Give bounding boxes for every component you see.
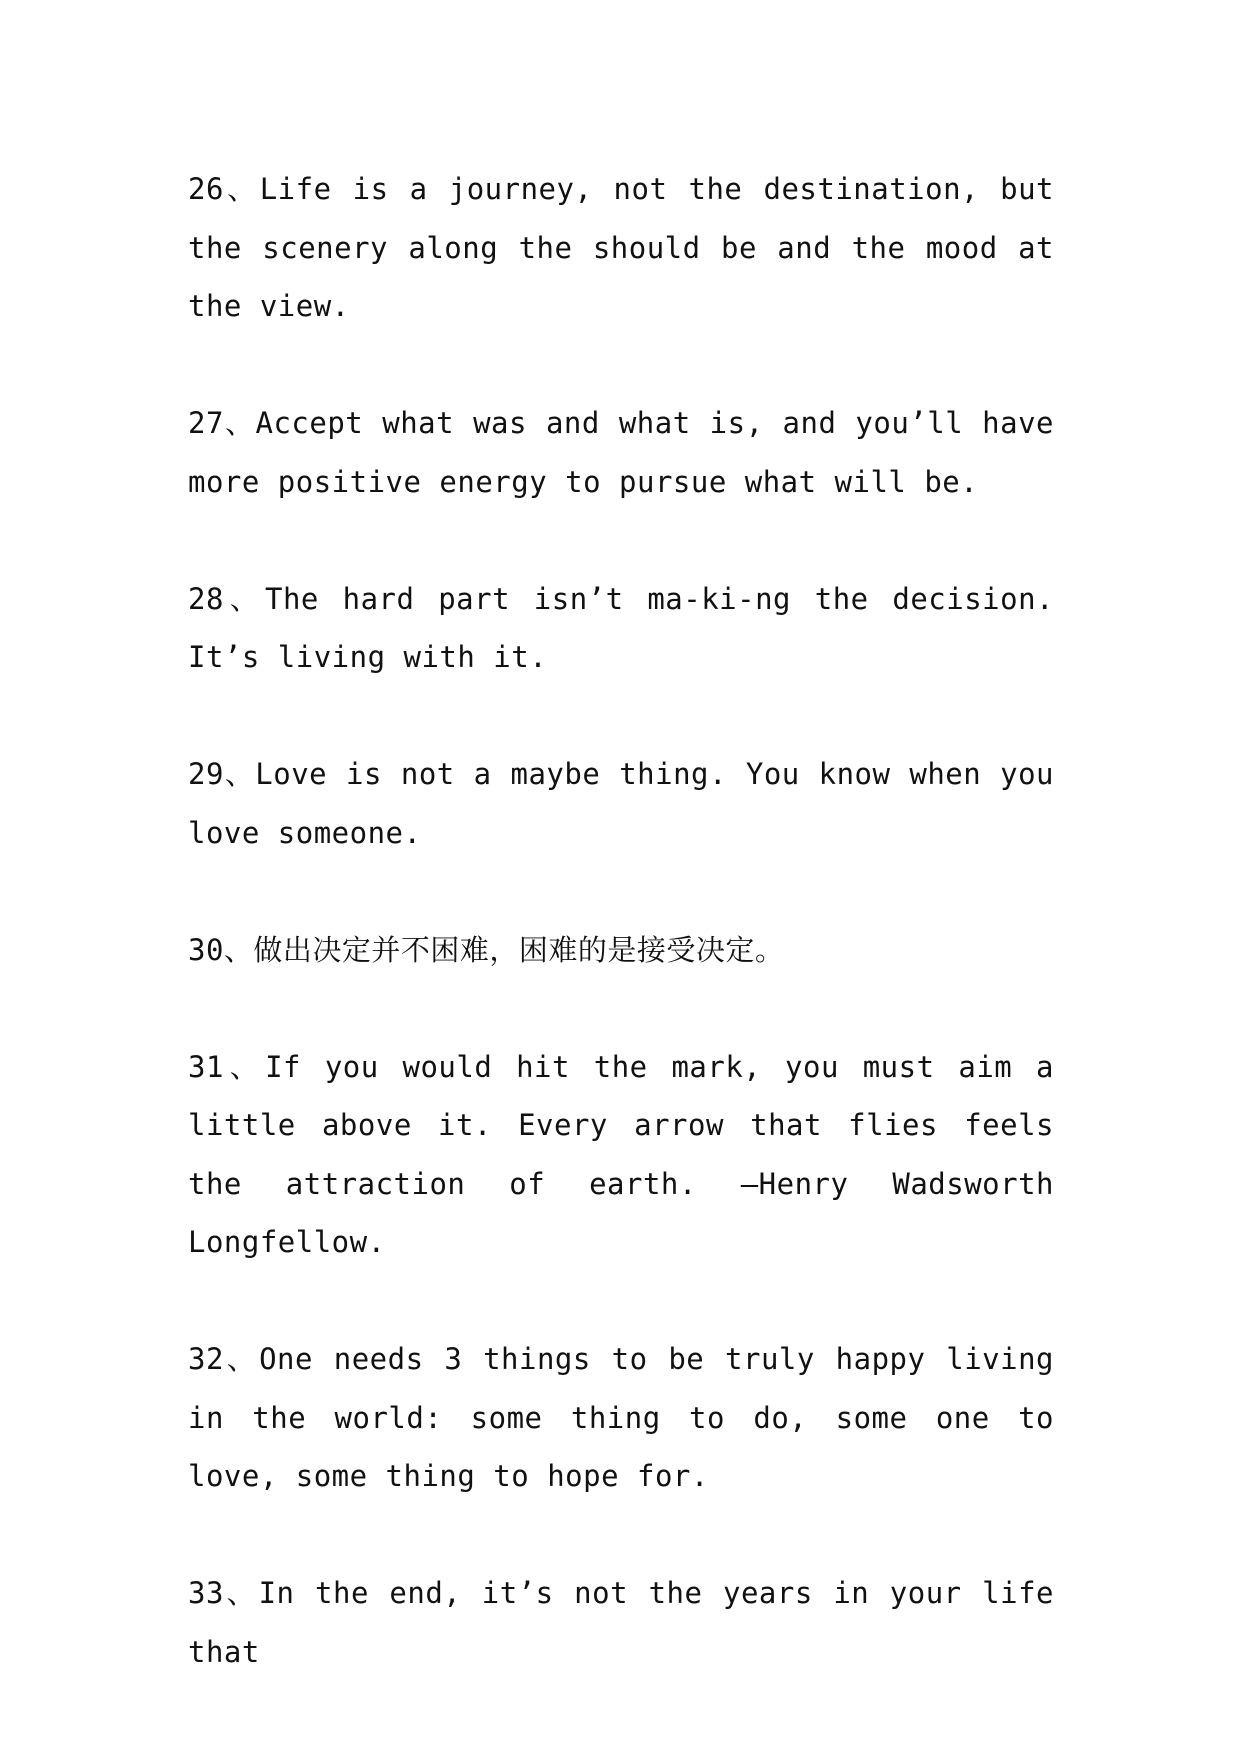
quote-31: 31、If you would hit the mark, you must aim a little above it. Every arrow that flies feels the attraction of earth. —Henry Wadsworth Longfellow.: [188, 1049, 1054, 1259]
quote-26: 26、Life is a journey, not the destination, but the scenery along the should be and the mood at the view.: [188, 172, 1054, 323]
quote-30: 30、做出决定并不困难，困难的是接受决定。: [188, 932, 785, 967]
quote-27: 27、Accept what was and what is, and you’ll have more positive energy to pursue what will be.: [188, 406, 1054, 499]
quote-32: 32、One needs 3 things to be truly happy living in the world: some thing to do, some one to love, some thing to hope for.: [188, 1342, 1054, 1493]
quote-33: 33、In the end, it’s not the years in your life that: [188, 1576, 1054, 1669]
quote-28: 28、The hard part isn’t ma-ki-ng the decision. It’s living with it.: [188, 581, 1054, 674]
document-body: [188, 160, 1054, 1681]
quote-29: 29、Love is not a maybe thing. You know when you love someone.: [188, 757, 1054, 850]
